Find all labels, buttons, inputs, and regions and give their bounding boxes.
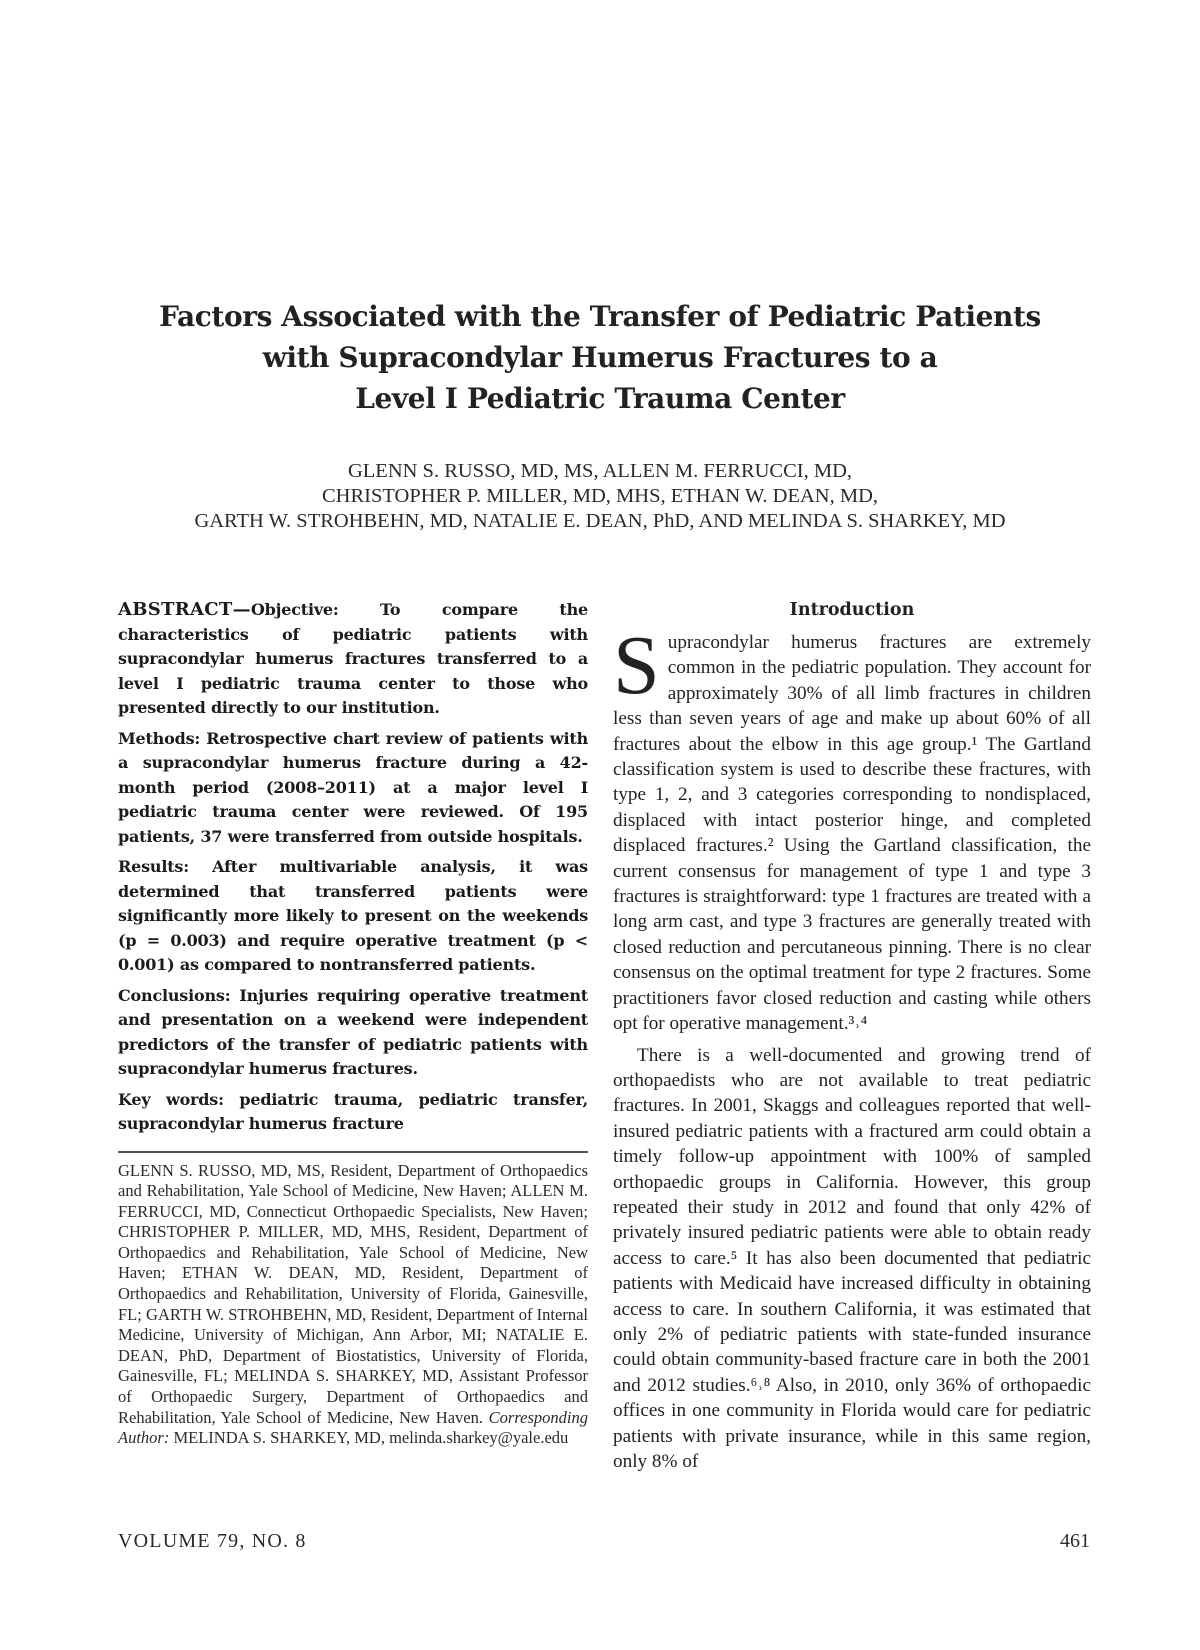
author-list (80, 459, 1120, 534)
abstract-conclusions: Conclusions: Injuries requiring operative treatment and presentation on a weekend were independent predictors of the transfer of pediatric patients with supracondylar humerus fractures. (118, 985, 588, 1078)
title-line-2: with Supracondylar Humerus Fractures to a (262, 341, 938, 374)
author-line-1: GLENN S. RUSSO, MD, MS, ALLEN M. FERRUCCI, MD, (347, 460, 853, 482)
intro-paragraph-1-text: upracondylar humerus fractures are extremely common in the pediatric population. They account for approximately 30% of all limb fractures in children less than seven years of age and make up about 60% of all fractures about the elbow in this age group.¹ The Gartland classification system is used to describe these fractures, with type 1, 2, and 3 categories corresponding to nondisplaced, displaced with intact posterior hinge, and completed displaced fractures.² Using the Gartland classification, the current consensus for management of type 1 and type 3 fractures is straightforward: type 1 fractures are treated with a long arm cast, and type 3 fractures are generally treated with closed reduction and percutaneous pinning. There is no clear consensus on the optimal treatment for type 2 fractures. Some practitioners favor closed reduction and casting while others opt for operative management.³˒⁴ (613, 632, 1091, 1035)
right-column (613, 598, 1091, 1474)
author-line-3: GARTH W. STROHBEHN, MD, NATALIE E. DEAN, PhD, AND MELINDA S. SHARKEY, MD (194, 510, 1006, 532)
abstract-objective-text: Objective: To compare the characteristics of pediatric patients with supracondylar humerus fractures transferred to a level I pediatric trauma center to those who presented directly to our institution. (118, 600, 588, 717)
intro-paragraph-1 (613, 619, 1091, 1037)
title-line-3: Level I Pediatric Trauma Center (355, 382, 845, 415)
left-column (118, 598, 588, 1449)
affiliations-text: GLENN S. RUSSO, MD, MS, Resident, Department of Orthopaedics and Rehabilitation, Yale School of Medicine, New Haven; ALLEN M. FERRUCCI, MD, Connecticut Orthopaedic Specialists, New Haven; CHRISTOPHER P. MILLER, MD, MHS, Resident, Department of Orthopaedics and Rehabilitation, Yale School of Medicine, New Haven; ETHAN W. DEAN, MD, Resident, Department of Orthopaedics and Rehabilitation, University of Florida, Gainesville, FL; GARTH W. STROHBEHN, MD, Resident, Department of Internal Medicine, University of Michigan, Ann Arbor, MI; NATALIE E. DEAN, PhD, Department of Biostatistics, University of Florida, Gainesville, FL; MELINDA S. SHARKEY, MD, Assistant Professor of Orthopaedic Surgery, Department of Orthopaedics and Rehabilitation, Yale School of Medicine, New Haven. (118, 1160, 588, 1427)
author-line-2: CHRISTOPHER P. MILLER, MD, MHS, ETHAN W. DEAN, MD, (321, 485, 879, 507)
article-title (120, 296, 1080, 419)
abstract-objective (118, 598, 588, 721)
section-heading-introduction: Introduction (789, 600, 915, 620)
intro-paragraph-2: There is a well-documented and growing trend of orthopaedists who are not available to treat pediatric fractures. In 2001, Skaggs and colleagues reported that well-insured pediatric patients with a fractured arm could obtain a timely follow-up appointment with 100% of sampled orthopaedic groups in California. However, this group repeated their study in 2012 and found that only 42% of privately insured pediatric patients were able to obtain ready access to care.⁵ It has also been documented that pediatric patients with Medicaid have increased difficulty in obtaining access to care. In southern California, it was estimated that only 2% of pediatric patients with state-funded insurance could obtain community-based fracture care in both the 2001 and 2012 studies.⁶˒⁸ Also, in 2010, only 36% of orthopaedic offices in one community in Florida would care for pediatric patients with private insurance, while in this same region, only 8% of (613, 1044, 1091, 1472)
abstract-methods: Methods: Retrospective chart review of patients with a supracondylar humerus fracture during a 42-month period (2008–2011) at a major level I pediatric trauma center were reviewed. Of 195 patients, 37 were transferred from outside hospitals. (118, 728, 588, 846)
drop-cap: S (613, 619, 660, 712)
abstract-label: ABSTRACT— (118, 599, 251, 620)
corresponding-author-label: Corresponding Author: (118, 1407, 588, 1448)
author-affiliations (118, 1161, 588, 1449)
page-number: 461 (1060, 1530, 1090, 1552)
abstract-keywords: Key words: pediatric trauma, pediatric transfer, supracondylar humerus fracture (118, 1089, 588, 1133)
corresponding-author-text: MELINDA S. SHARKEY, MD, melinda.sharkey@yale.edu (173, 1428, 569, 1448)
abstract-results: Results: After multivariable analysis, it was determined that transferred patients were significantly more likely to present on the weekends (p = 0.003) and require operative treatment (p < 0.001) as compared to nontransferred patients. (118, 857, 588, 974)
divider (118, 1151, 588, 1153)
abstract (118, 598, 588, 1137)
title-line-1: Factors Associated with the Transfer of Pediatric Patients (159, 300, 1041, 333)
journal-volume: VOLUME 79, NO. 8 (118, 1530, 307, 1552)
